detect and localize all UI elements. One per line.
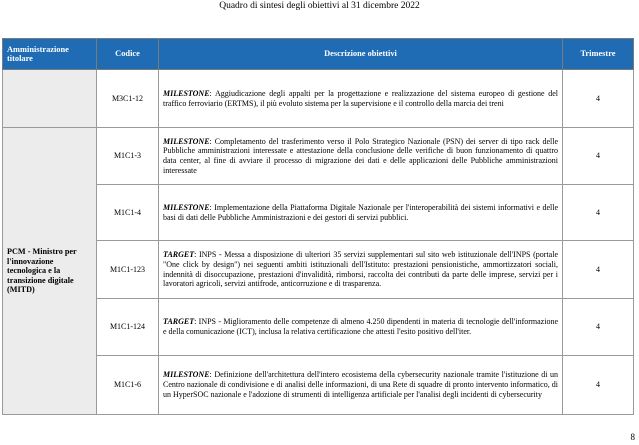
objective-type: MILESTONE bbox=[163, 370, 210, 380]
table-header-row bbox=[3, 39, 634, 70]
code-cell: M1C1-124 bbox=[97, 299, 159, 356]
owner-column-header: Amministrazione titolare bbox=[3, 39, 97, 70]
table-row bbox=[3, 299, 634, 356]
table-row bbox=[3, 356, 634, 415]
objective-text: : INPS - Messa a disposizione di ulteriori 35 servizi supplementari sul sito web istituzionale dell'INPS (portale "One click by design") nei seguenti ambiti istituzionali dell'Istituto: prestazioni pensionistiche, ammortizzatori sociali, indennità di disoccupazione, prestazioni d'invalidità, rimborsi, raccolta dei contributi da parte delle imprese, servizi per i lavoratori agricoli, servizi antifrode, anticorruzione e di trasparenza. bbox=[163, 250, 558, 289]
code-cell: M1C1-6 bbox=[97, 356, 159, 415]
table-row bbox=[3, 70, 634, 128]
quarter-column-header: Trimestre bbox=[563, 39, 634, 70]
objective-type: TARGET bbox=[163, 317, 195, 327]
objective-type: TARGET bbox=[163, 250, 195, 260]
code-column-header: Codice bbox=[97, 39, 159, 70]
objective-text: : Completamento del trasferimento verso il Polo Strategico Nazionale (PSN) dei server di tipo rack delle Pubbliche amministrazioni interessate e attestazione della conclusione delle verifiche di buon funzionamento di quattro data center, al fine di avviare il processo di migrazione dei dati e delle applicazioni delle Pubbliche amministrazioni interessate bbox=[163, 136, 558, 175]
table-row bbox=[3, 241, 634, 299]
table-row bbox=[3, 128, 634, 185]
objective-type: MILESTONE bbox=[163, 88, 210, 98]
quarter-cell: 4 bbox=[563, 70, 634, 128]
description-cell bbox=[159, 70, 563, 128]
description-cell bbox=[159, 356, 563, 415]
description-column-header: Descrizione obiettivi bbox=[159, 39, 563, 70]
code-cell: M3C1-12 bbox=[97, 70, 159, 128]
document-title: Quadro di sintesi degli obiettivi al 31 dicembre 2022 bbox=[219, 1, 420, 11]
code-cell: M1C1-3 bbox=[97, 128, 159, 185]
quarter-cell: 4 bbox=[563, 241, 634, 299]
description-cell bbox=[159, 128, 563, 185]
owner-cell: PCM - Ministro per l'innovazione tecnologica e la transizione digitale (MITD) bbox=[3, 128, 97, 415]
quarter-cell: 4 bbox=[563, 128, 634, 185]
quarter-cell: 4 bbox=[563, 185, 634, 241]
objective-text: : Implementazione della Piattaforma Digitale Nazionale per l'interoperabilità dei sistemi informativi e delle basi di dati delle Pubbliche Amministrazioni e dei gestori di servizi pubblici. bbox=[163, 202, 558, 222]
description-cell bbox=[159, 299, 563, 356]
objective-text: : INPS - Miglioramento delle competenze di almeno 4.250 dipendenti in materia di tecnologie dell'informazione e della comunicazione (ICT), inclusa la relativa certificazione che attesti l'esito positivo dell'iter. bbox=[163, 317, 558, 336]
objective-text: : Aggiudicazione degli appalti per la progettazione e realizzazione del sistema europeo di gestione del traffico ferroviario (ERTMS), il più evoluto sistema per la supervisione e il controllo della marcia dei treni bbox=[163, 88, 558, 108]
table-row bbox=[3, 185, 634, 241]
objective-type: MILESTONE bbox=[163, 136, 210, 146]
code-cell: M1C1-123 bbox=[97, 241, 159, 299]
objective-text: : Definizione dell'architettura dell'intero ecosistema della cybersecurity nazionale tramite l'istituzione di un Centro nazionale di condivisione e di analisi delle informazioni, di una Rete di squadre di pronto intervento informatico, di un HyperSOC nazionale e l'adozione di strumenti di intelligenza artificiale per l'analisi degli incidenti di cybersecurity bbox=[163, 370, 558, 399]
description-cell bbox=[159, 241, 563, 299]
page-number: 8 bbox=[630, 432, 635, 442]
objective-type: MILESTONE bbox=[163, 202, 210, 212]
description-cell bbox=[159, 185, 563, 241]
code-cell: M1C1-4 bbox=[97, 185, 159, 241]
quarter-cell: 4 bbox=[563, 299, 634, 356]
objectives-table bbox=[2, 38, 634, 415]
quarter-cell: 4 bbox=[563, 356, 634, 415]
owner-cell bbox=[3, 70, 97, 128]
